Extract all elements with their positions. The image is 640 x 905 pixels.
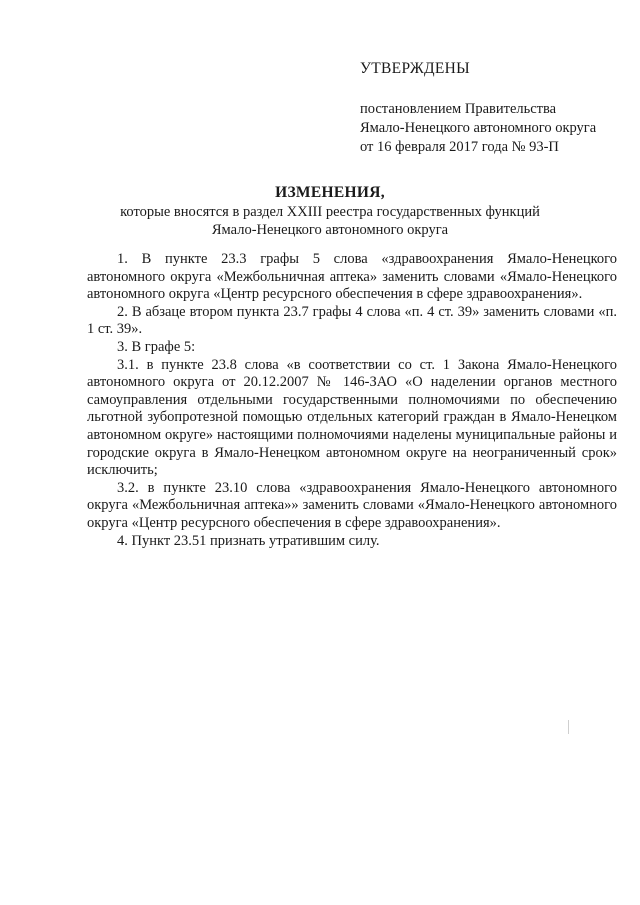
- approval-line-2: Ямало-Ненецкого автономного округа: [360, 120, 597, 136]
- document-subtitle-line-2: Ямало-Ненецкого автономного округа: [211, 222, 449, 238]
- approval-line-1: постановлением Правительства: [360, 101, 557, 117]
- document-subtitle-line-1: которые вносятся в раздел XXIII реестра государственных функций: [120, 204, 540, 220]
- paragraph-item-2: 2. В абзаце втором пункта 23.7 графы 4 слова «п. 4 ст. 39» заменить словами «п. 1 ст. 39».: [87, 303, 617, 338]
- paragraph-item-3: 3. В графе 5:: [117, 338, 196, 355]
- approval-block: [360, 59, 620, 157]
- approval-title: УТВЕРЖДЕНЫ: [360, 60, 470, 77]
- paragraph-item-3-2: 3.2. в пункте 23.10 слова «здравоохранения Ямало-Ненецкого автономного округа «Межбольничная аптека»» заменить словами «Ямало-Ненецкого автономного округа «Центр ресурсного обеспечения в сфере здравоохранения».: [87, 479, 617, 531]
- approval-line-3: от 16 февраля 2017 года № 93-П: [360, 139, 559, 155]
- paragraph-item-3-1: 3.1. в пункте 23.8 слова «в соответствии со ст. 1 Закона Ямало-Ненецкого автономного округа от 20.12.2007 № 146-ЗАО «О наделении органов местного самоуправления отдельными государственными полномочиями по обеспечению льготной зубопротезной помощью отдельных категорий граждан в Ямало-Ненецком автономном округе» настоящими полномочиями наделены муниципальные районы и городские округа в Ямало-Ненецком автономном округе на неограниченный срок» исключить;: [87, 356, 617, 479]
- paragraph-item-1: 1. В пункте 23.3 графы 5 слова «здравоохранения Ямало-Ненецкого автономного округа «Межбольничная аптека» заменить словами «Ямало-Ненецкого автономного округа «Центр ресурсного обеспечения в сфере здравоохранения».: [87, 251, 617, 303]
- document-title: ИЗМЕНЕНИЯ,: [275, 184, 385, 201]
- scan-artifact: [568, 720, 569, 734]
- paragraph-item-4: 4. Пункт 23.51 признать утратившим силу.: [117, 532, 380, 549]
- document-body: [87, 251, 617, 550]
- document-heading: [60, 183, 600, 239]
